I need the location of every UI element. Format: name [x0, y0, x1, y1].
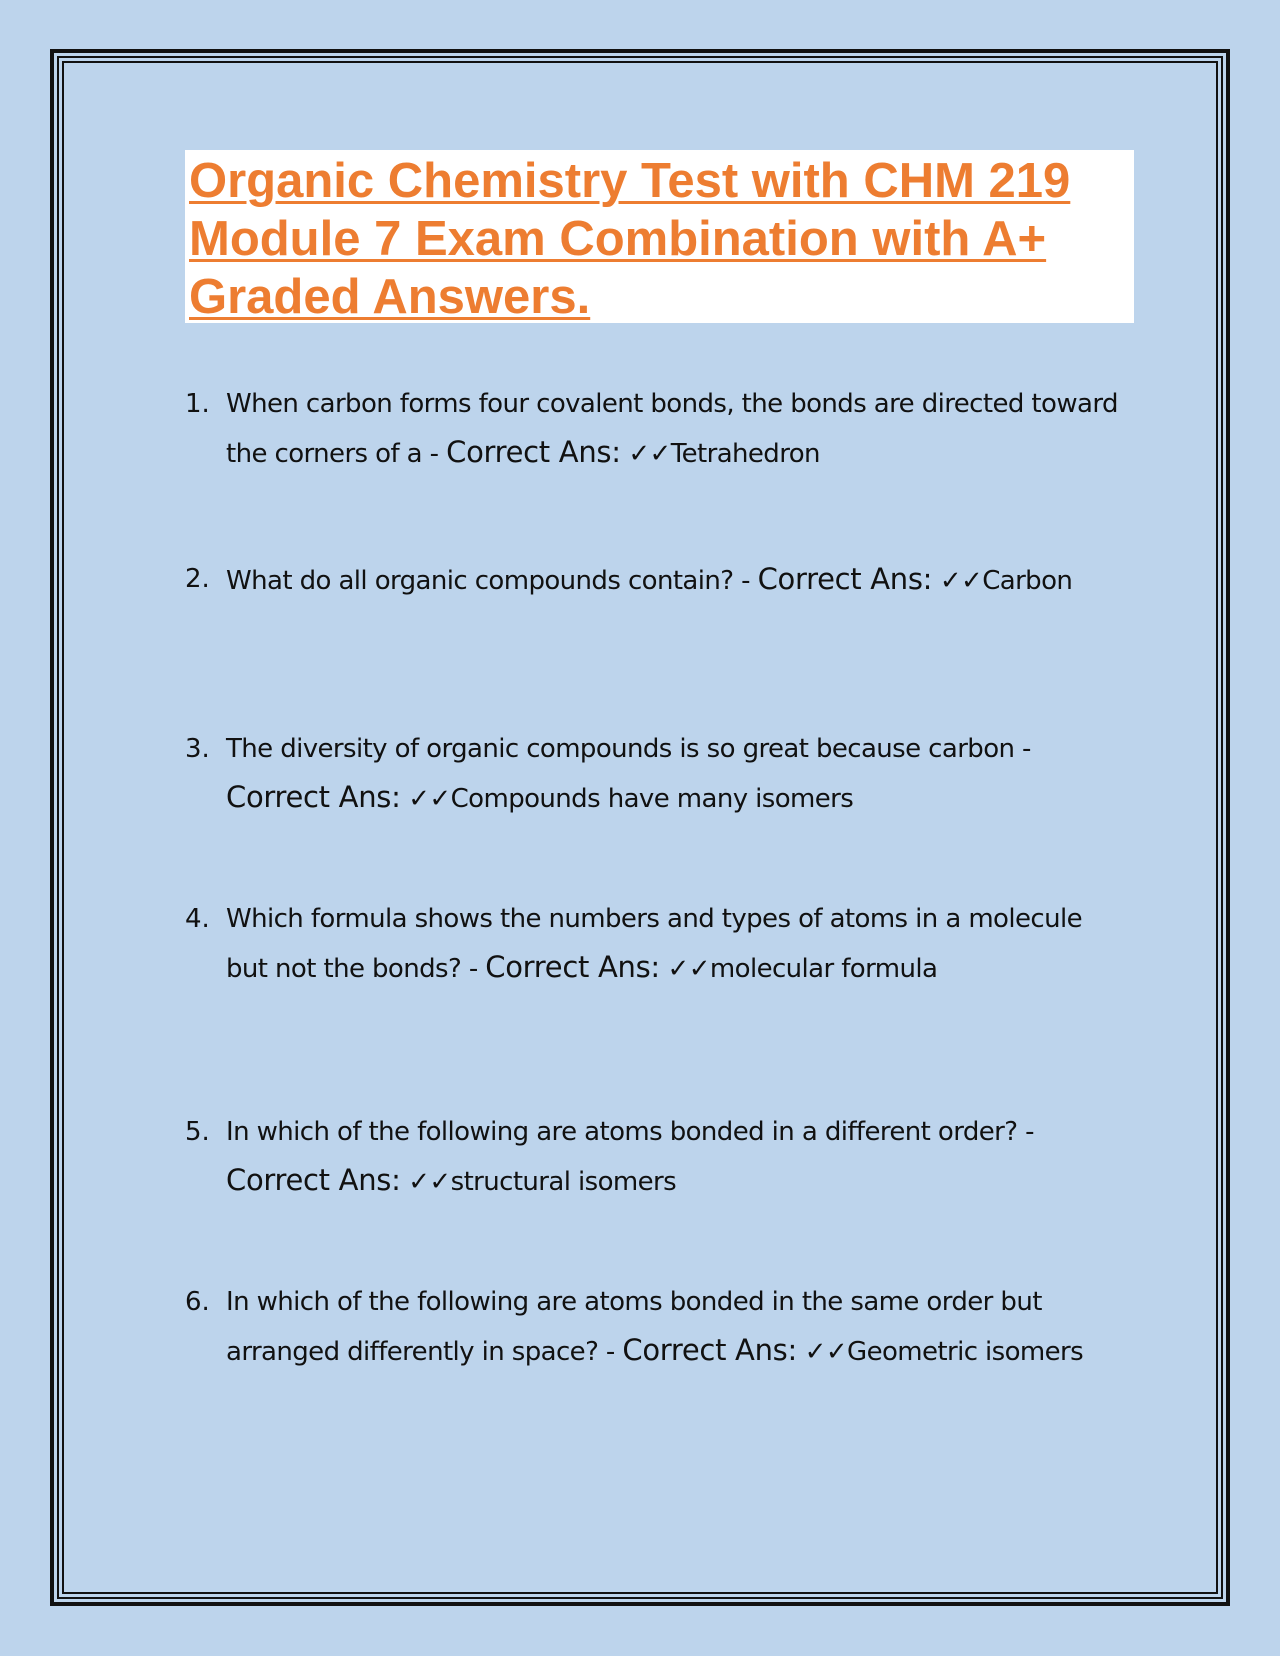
question-item	[185, 725, 1130, 823]
double-check-icon: ✓✓	[628, 439, 671, 469]
question-text: In which of the following are atoms bonded in a different order? -	[226, 1117, 1034, 1147]
question-text-block	[226, 555, 1130, 605]
question-number: 3.	[185, 734, 210, 764]
question-text: The diversity of organic compounds is so great because carbon -	[226, 734, 1031, 764]
question-number: 5.	[185, 1117, 210, 1147]
question-text-block	[226, 725, 1130, 823]
answer-text: Compounds have many isomers	[450, 784, 854, 814]
title-box	[185, 150, 1134, 323]
question-item	[185, 380, 1130, 478]
answer-label: Correct Ans:	[446, 435, 621, 469]
question-number: 1.	[185, 389, 210, 419]
question-text-block	[226, 1278, 1130, 1376]
answer-text: Tetrahedron	[670, 439, 820, 469]
answer-text: Geometric isomers	[847, 1337, 1084, 1367]
question-text-block	[226, 1108, 1130, 1206]
question-number: 6.	[185, 1287, 210, 1317]
double-check-icon: ✓✓	[408, 1167, 451, 1197]
question-text: When carbon forms four covalent bonds, the bonds are directed toward the corners of a -	[226, 389, 1118, 469]
document-title: Organic Chemistry Test with CHM 219 Module 7 Exam Combination with A+ Graded Answers.	[189, 154, 1071, 324]
double-check-icon: ✓✓	[667, 954, 710, 984]
question-item	[185, 555, 1130, 605]
question-item	[185, 1278, 1130, 1376]
question-item	[185, 1108, 1130, 1206]
question-number: 2.	[185, 564, 210, 594]
answer-label: Correct Ans:	[226, 1163, 401, 1197]
question-number: 4.	[185, 904, 210, 934]
question-text: In which of the following are atoms bonded in the same order but arranged differently in space? -	[226, 1287, 1042, 1367]
question-text: Which formula shows the numbers and types of atoms in a molecule but not the bonds? -	[226, 904, 1082, 984]
answer-text: molecular formula	[709, 954, 938, 984]
answer-text: structural isomers	[450, 1167, 677, 1197]
question-item	[185, 895, 1130, 993]
double-check-icon: ✓✓	[939, 566, 983, 596]
question-text-block	[226, 895, 1130, 993]
double-check-icon: ✓✓	[804, 1337, 848, 1367]
answer-text: Carbon	[982, 566, 1073, 596]
answer-label: Correct Ans:	[622, 1333, 797, 1367]
question-text-block	[226, 380, 1130, 478]
double-check-icon: ✓✓	[408, 784, 451, 814]
answer-label: Correct Ans:	[485, 950, 660, 984]
answer-label: Correct Ans:	[226, 780, 401, 814]
question-text: What do all organic compounds contain? -	[226, 566, 750, 596]
answer-label: Correct Ans:	[757, 562, 933, 596]
